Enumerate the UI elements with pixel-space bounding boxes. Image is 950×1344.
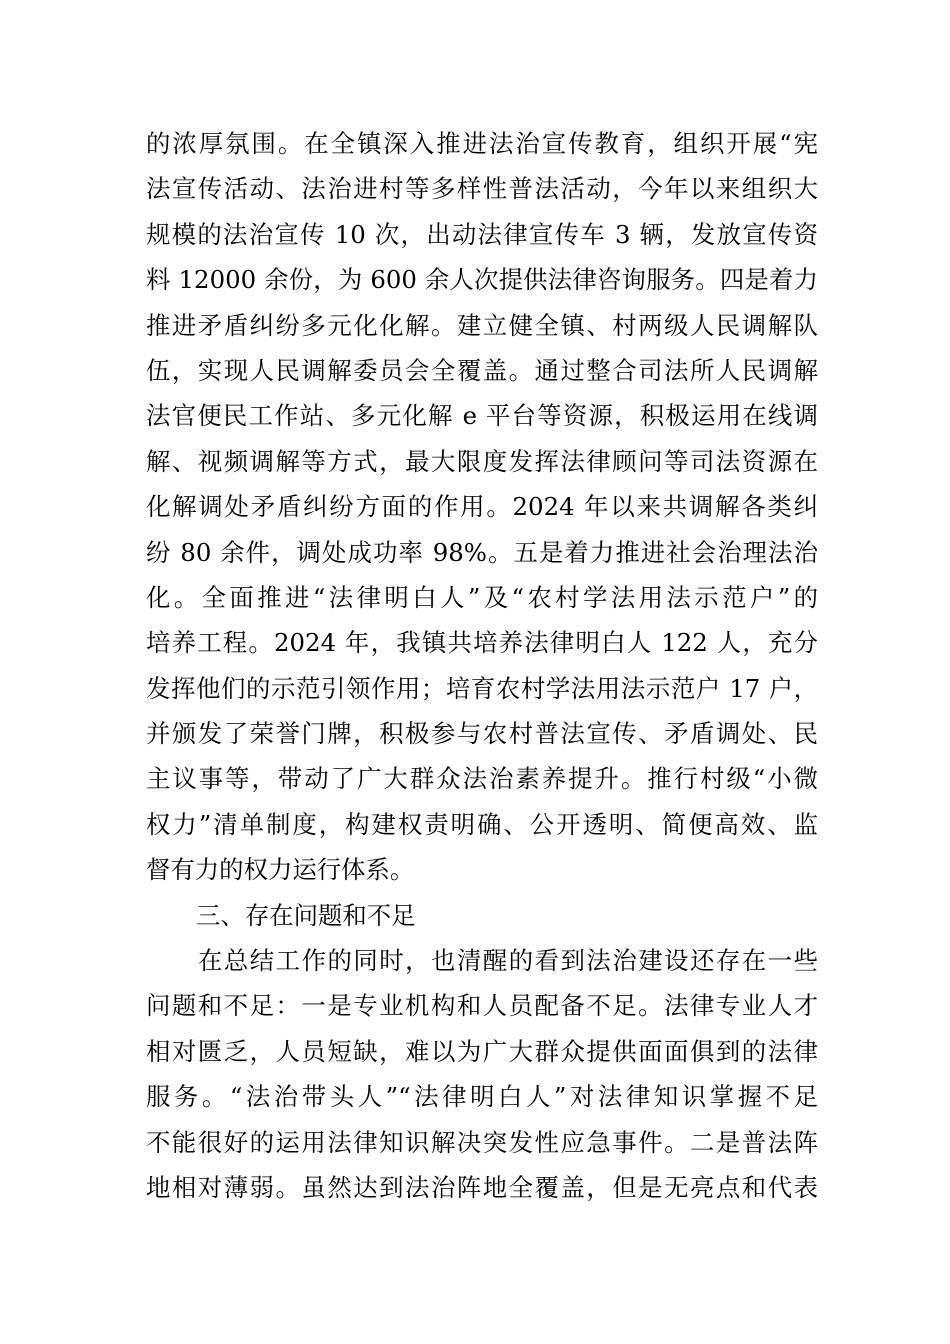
text-line: 化。全面推进“法律明白人”及“农村学法用法示范户”的: [146, 582, 818, 612]
paragraph-rule-of-law-achievements: [146, 121, 818, 893]
section-heading: 三、存在问题和不足: [196, 900, 416, 930]
paragraph-problems-and-shortcomings: [146, 938, 818, 1210]
text-line: 法官便民工作站、多元化解 e 平台等资源，积极运用在线调: [146, 401, 818, 431]
document-body: [146, 121, 818, 1210]
text-line: 规模的法治宣传 10 次，出动法律宣传车 3 辆，发放宣传资: [146, 219, 818, 249]
text-line: 并颁发了荣誉门牌，积极参与农村普法宣传、矛盾调处、民: [146, 719, 818, 749]
text-line: 料 12000 余份，为 600 余人次提供法律咨询服务。四是着力: [146, 265, 818, 295]
text-line: 问题和不足：一是专业机构和人员配备不足。法律专业人才: [146, 991, 818, 1021]
text-line: 相对匮乏，人员短缺，难以为广大群众提供面面俱到的法律: [146, 1036, 818, 1066]
text-line: 化解调处矛盾纠纷方面的作用。2024 年以来共调解各类纠: [146, 492, 818, 522]
text-line: 推进矛盾纠纷多元化化解。建立健全镇、村两级人民调解队: [146, 310, 818, 340]
text-line: 督有力的权力运行体系。: [146, 855, 415, 885]
text-line: 法宣传活动、法治进村等多样性普法活动，今年以来组织大: [146, 174, 818, 204]
text-line: 主议事等，带动了广大群众法治素养提升。推行村级“小微: [146, 764, 818, 794]
text-line: 的浓厚氛围。在全镇深入推进法治宣传教育，组织开展“宪: [146, 129, 818, 158]
text-line: 不能很好的运用法律知识解决突发性应急事件。二是普法阵: [146, 1127, 818, 1157]
text-line: 服务。“法治带头人”“法律明白人”对法律知识掌握不足: [146, 1082, 818, 1112]
text-line: 地相对薄弱。虽然达到法治阵地全覆盖，但是无亮点和代表: [146, 1172, 818, 1202]
text-line: 纷 80 余件，调处成功率 98%。五是着力推进社会治理法治: [146, 537, 818, 567]
text-line: 在总结工作的同时，也清醒的看到法治建设还存在一些: [198, 946, 818, 976]
text-line: 权力”清单制度，构建权责明确、公开透明、简便高效、监: [146, 809, 818, 839]
text-line: 培养工程。2024 年，我镇共培养法律明白人 122 人，充分: [146, 628, 818, 658]
text-line: 解、视频调解等方式，最大限度发挥法律顾问等司法资源在: [146, 446, 818, 476]
text-line: 伍，实现人民调解委员会全覆盖。通过整合司法所人民调解: [146, 355, 818, 385]
text-line: 发挥他们的示范引领作用；培育农村学法用法示范户 17 户，: [146, 673, 818, 703]
